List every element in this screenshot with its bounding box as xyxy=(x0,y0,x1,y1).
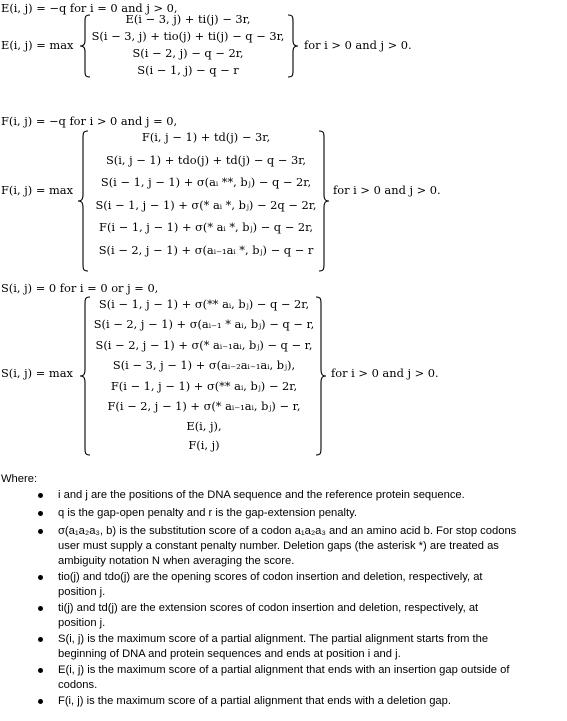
f-case-2: S(i, j − 1) + tdo(j) + td(j) − q − 3r, xyxy=(105,153,307,167)
f-case-5: F(i − 1, j − 1) + σ(* aᵢ *, bⱼ) − q − 2r, xyxy=(99,220,313,234)
e-base-case: E(i, j) = −q for i = 0 and j > 0, xyxy=(1,1,178,15)
def-opening-scores-line-1: tio(j) and tdo(j) are the opening scores of codon insertion and deletion, respectively, at xyxy=(58,571,483,583)
def-f-score: F(i, j) is the maximum score of a partial alignment that ends with a deletion gap. xyxy=(58,695,451,707)
def-positions: i and j are the positions of the DNA sequence and the reference protein sequence. xyxy=(58,489,465,501)
e-recurrence-lhs: E(i, j) = max xyxy=(1,38,74,52)
def-s-score-line-1: S(i, j) is the maximum score of a partial alignment. The partial alignment starts from the xyxy=(58,633,489,645)
s-recurrence-lhs: S(i, j) = max xyxy=(1,366,73,380)
def-substitution-line-2: user must supply a constant penalty number. Deletion gaps (the asterisk *) are treated as xyxy=(58,540,499,552)
def-substitution-line-3: ambiguity notation N when averaging the score. xyxy=(58,555,295,567)
f-case-6: S(i − 2, j − 1) + σ(aᵢ₋₁aᵢ *, bⱼ) − q − r xyxy=(98,243,314,257)
f-left-brace xyxy=(77,130,89,272)
s-case-8: F(i, j) xyxy=(188,438,220,452)
def-s-score-line-2: beginning of DNA and protein sequences and ends at position i and j. xyxy=(58,648,401,660)
def-extension-scores-line-1: ti(j) and td(j) are the extension scores of codon insertion and deletion, respectively, at xyxy=(58,602,479,614)
def-e-score-line-2: codons. xyxy=(58,679,98,691)
e-right-brace xyxy=(287,14,299,78)
s-base-case: S(i, j) = 0 for i = 0 or j = 0, xyxy=(1,281,159,295)
s-case-5: F(i − 1, j − 1) + σ(** aᵢ, bⱼ) − 2r, xyxy=(110,379,298,393)
bullet-dot xyxy=(38,606,43,611)
f-condition: for i > 0 and j > 0. xyxy=(333,183,441,197)
def-opening-scores-line-2: position j. xyxy=(58,586,106,598)
s-condition: for i > 0 and j > 0. xyxy=(331,366,439,380)
e-case-1: E(i − 3, j) + ti(j) − 3r, xyxy=(125,12,251,26)
s-case-6: F(i − 2, j − 1) + σ(* aᵢ₋₁aᵢ, bⱼ) − r, xyxy=(107,399,301,413)
bullet-dot xyxy=(38,699,43,704)
e-condition: for i > 0 and j > 0. xyxy=(304,38,412,52)
s-case-4: S(i − 3, j − 1) + σ(aᵢ₋₂aᵢ₋₁aᵢ, bⱼ), xyxy=(112,358,296,372)
s-case-7: E(i, j), xyxy=(186,419,222,433)
e-left-brace xyxy=(79,14,91,78)
e-case-3: S(i − 2, j) − q − 2r, xyxy=(132,46,244,60)
def-extension-scores-line-2: position j. xyxy=(58,617,106,629)
f-case-4: S(i − 1, j − 1) + σ(* aᵢ *, bⱼ) − 2q − 2r, xyxy=(95,198,317,212)
s-case-3: S(i − 2, j − 1) + σ(* aᵢ₋₁aᵢ, bⱼ) − q − r, xyxy=(95,338,313,352)
bullet-dot xyxy=(38,575,43,580)
f-case-1: F(i, j − 1) + td(j) − 3r, xyxy=(141,130,271,144)
s-right-brace xyxy=(315,296,327,456)
f-recurrence-lhs: F(i, j) = max xyxy=(1,183,74,197)
s-left-brace xyxy=(79,296,91,456)
bullet-dot xyxy=(38,668,43,673)
def-substitution-line-1: σ(a₁a₂a₃, b) is the substitution score of a codon a₁a₂a₃ and an amino acid b. For stop codons xyxy=(58,525,517,537)
f-case-3: S(i − 1, j − 1) + σ(aᵢ **, bⱼ) − q − 2r, xyxy=(100,175,312,189)
s-case-1: S(i − 1, j − 1) + σ(** aᵢ, bⱼ) − q − 2r, xyxy=(98,297,310,311)
where-heading: Where: xyxy=(1,473,38,485)
bullet-dot xyxy=(38,511,43,516)
def-penalties: q is the gap-open penalty and r is the gap-extension penalty. xyxy=(58,507,357,519)
f-base-case: F(i, j) = −q for i > 0 and j = 0, xyxy=(1,114,178,128)
bullet-dot xyxy=(38,637,43,642)
def-e-score-line-1: E(i, j) is the maximum score of a partial alignment that ends with an insertion gap outside of xyxy=(58,664,510,676)
e-case-4: S(i − 1, j) − q − r xyxy=(137,63,239,77)
bullet-dot xyxy=(38,493,43,498)
s-case-2: S(i − 2, j − 1) + σ(aᵢ₋₁ * aᵢ, bⱼ) − q − r, xyxy=(93,317,315,331)
f-right-brace xyxy=(318,130,330,272)
bullet-dot xyxy=(38,529,43,534)
e-case-2: S(i − 3, j) + tio(j) + ti(j) − q − 3r, xyxy=(91,29,285,43)
